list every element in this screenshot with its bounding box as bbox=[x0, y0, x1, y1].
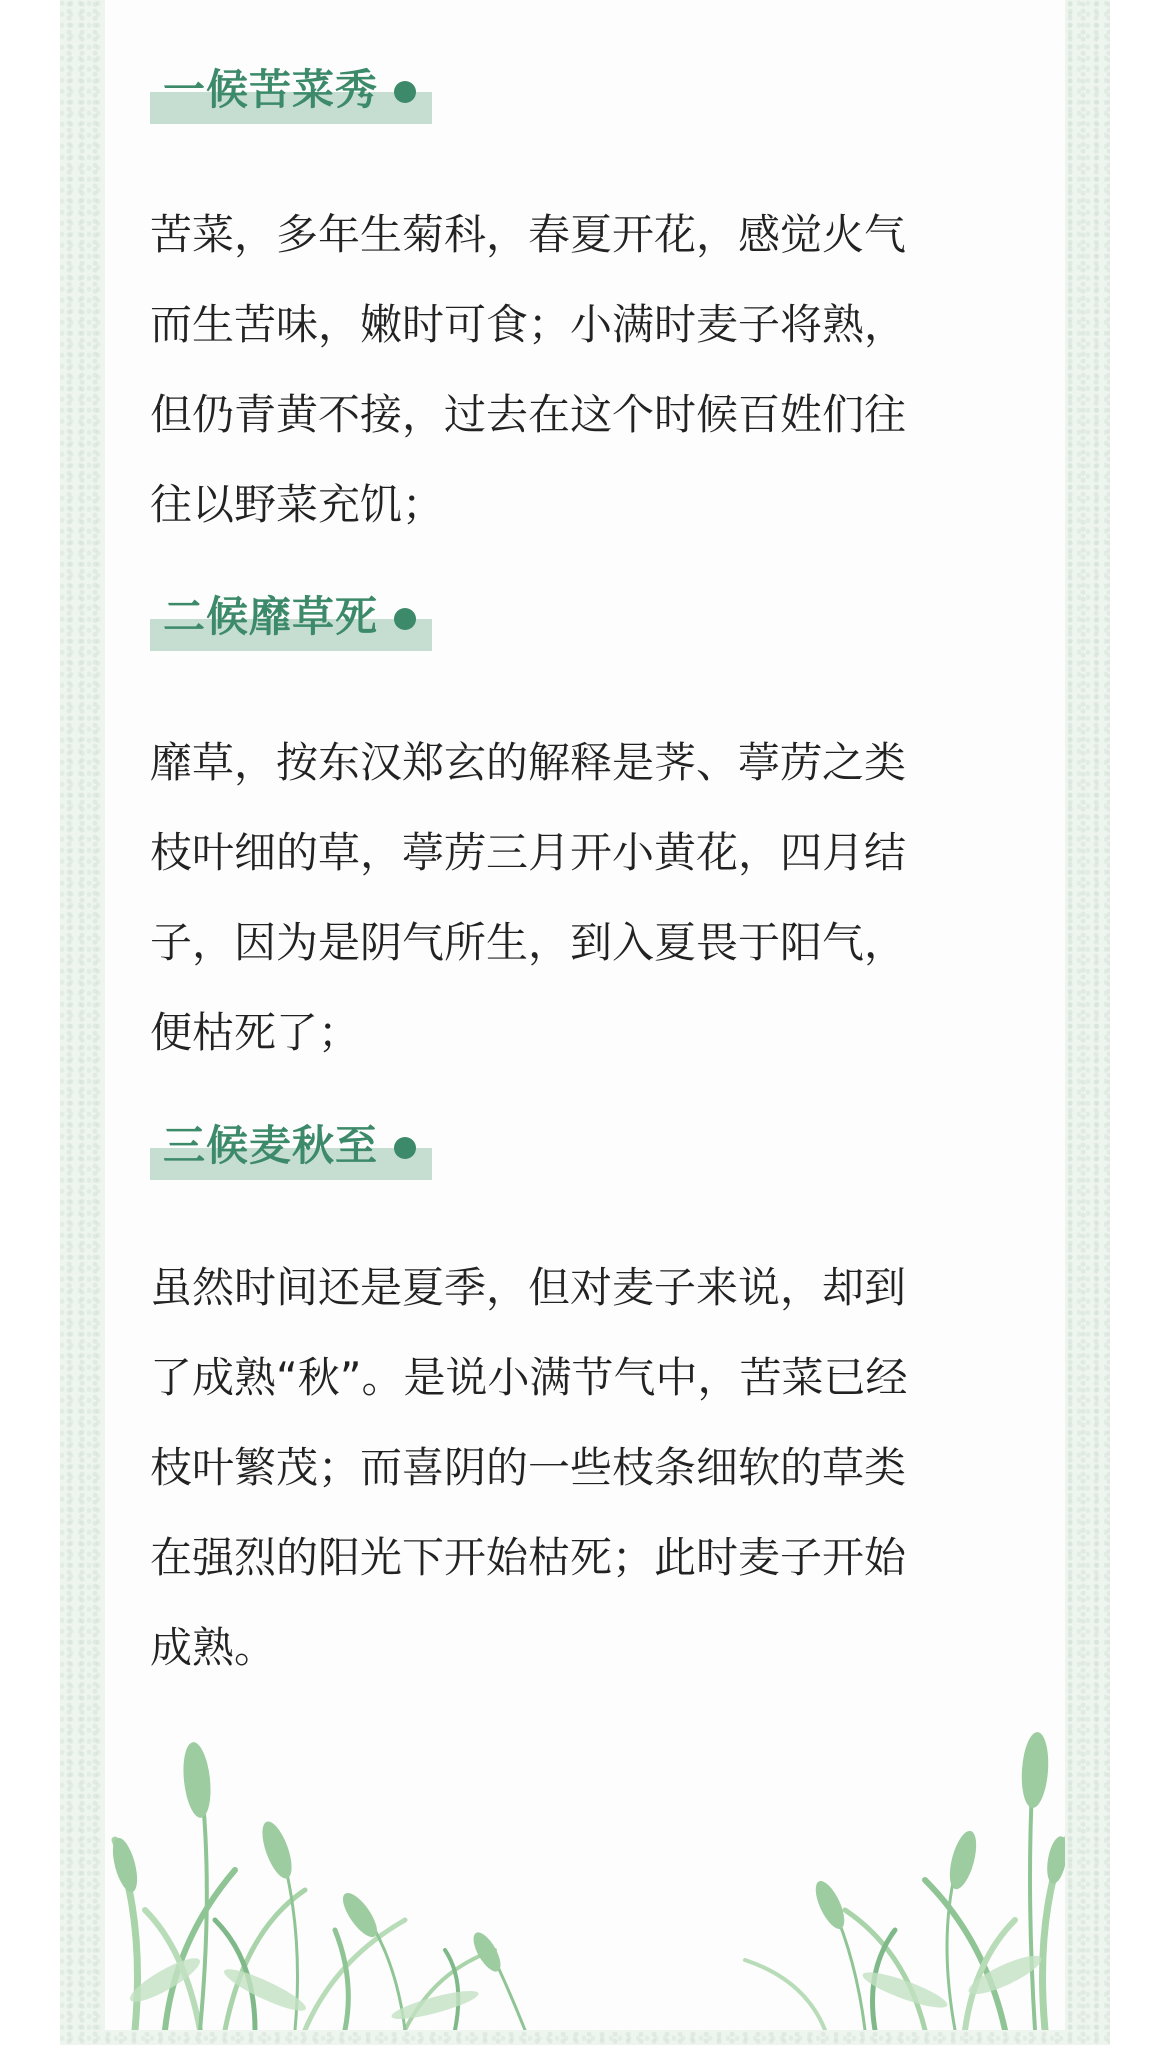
paragraph-line: 在强烈的阳光下开始枯死；此时麦子开始 bbox=[150, 1533, 907, 1582]
section-paragraph-3 bbox=[150, 1243, 1000, 1693]
paragraph-line: 成熟。 bbox=[150, 1623, 277, 1672]
section-heading-3 bbox=[150, 1122, 432, 1180]
paragraph-line: 而生苦味，嫩时可食；小满时麦子将熟， bbox=[150, 300, 907, 349]
heading-title: 三候麦秋至 bbox=[163, 1121, 379, 1170]
paragraph-line: 但仍青黄不接，过去在这个时候百姓们往 bbox=[150, 390, 907, 439]
section-heading-1 bbox=[150, 66, 432, 124]
section-paragraph-1 bbox=[150, 190, 1000, 550]
paragraph-line: 苦菜，多年生菊科，春夏开花，感觉火气 bbox=[150, 210, 907, 259]
heading-title: 二候靡草死 bbox=[163, 592, 379, 641]
heading-dot-icon bbox=[394, 608, 416, 630]
section-heading-2 bbox=[150, 593, 432, 651]
paragraph-line: 了成熟“秋”。是说小满节气中，苦菜已经 bbox=[150, 1353, 908, 1402]
heading-title: 一候苦菜秀 bbox=[163, 65, 379, 114]
paragraph-line: 靡草，按东汉郑玄的解释是荠、葶苈之类 bbox=[150, 738, 907, 787]
paragraph-line: 便枯死了； bbox=[150, 1008, 361, 1057]
paragraph-line: 虽然时间还是夏季，但对麦子来说，却到 bbox=[150, 1263, 907, 1312]
heading-dot-icon bbox=[394, 81, 416, 103]
heading-dot-icon bbox=[394, 1137, 416, 1159]
paragraph-line: 枝叶繁茂；而喜阴的一些枝条细软的草类 bbox=[150, 1443, 907, 1492]
paragraph-line: 枝叶细的草，葶苈三月开小黄花，四月结 bbox=[150, 828, 907, 877]
wheat-grass-illustration bbox=[105, 1720, 1065, 2030]
paragraph-line: 子，因为是阴气所生，到入夏畏于阳气， bbox=[150, 918, 907, 967]
section-paragraph-2 bbox=[150, 718, 1000, 1078]
paragraph-line: 往以野菜充饥； bbox=[150, 480, 445, 529]
